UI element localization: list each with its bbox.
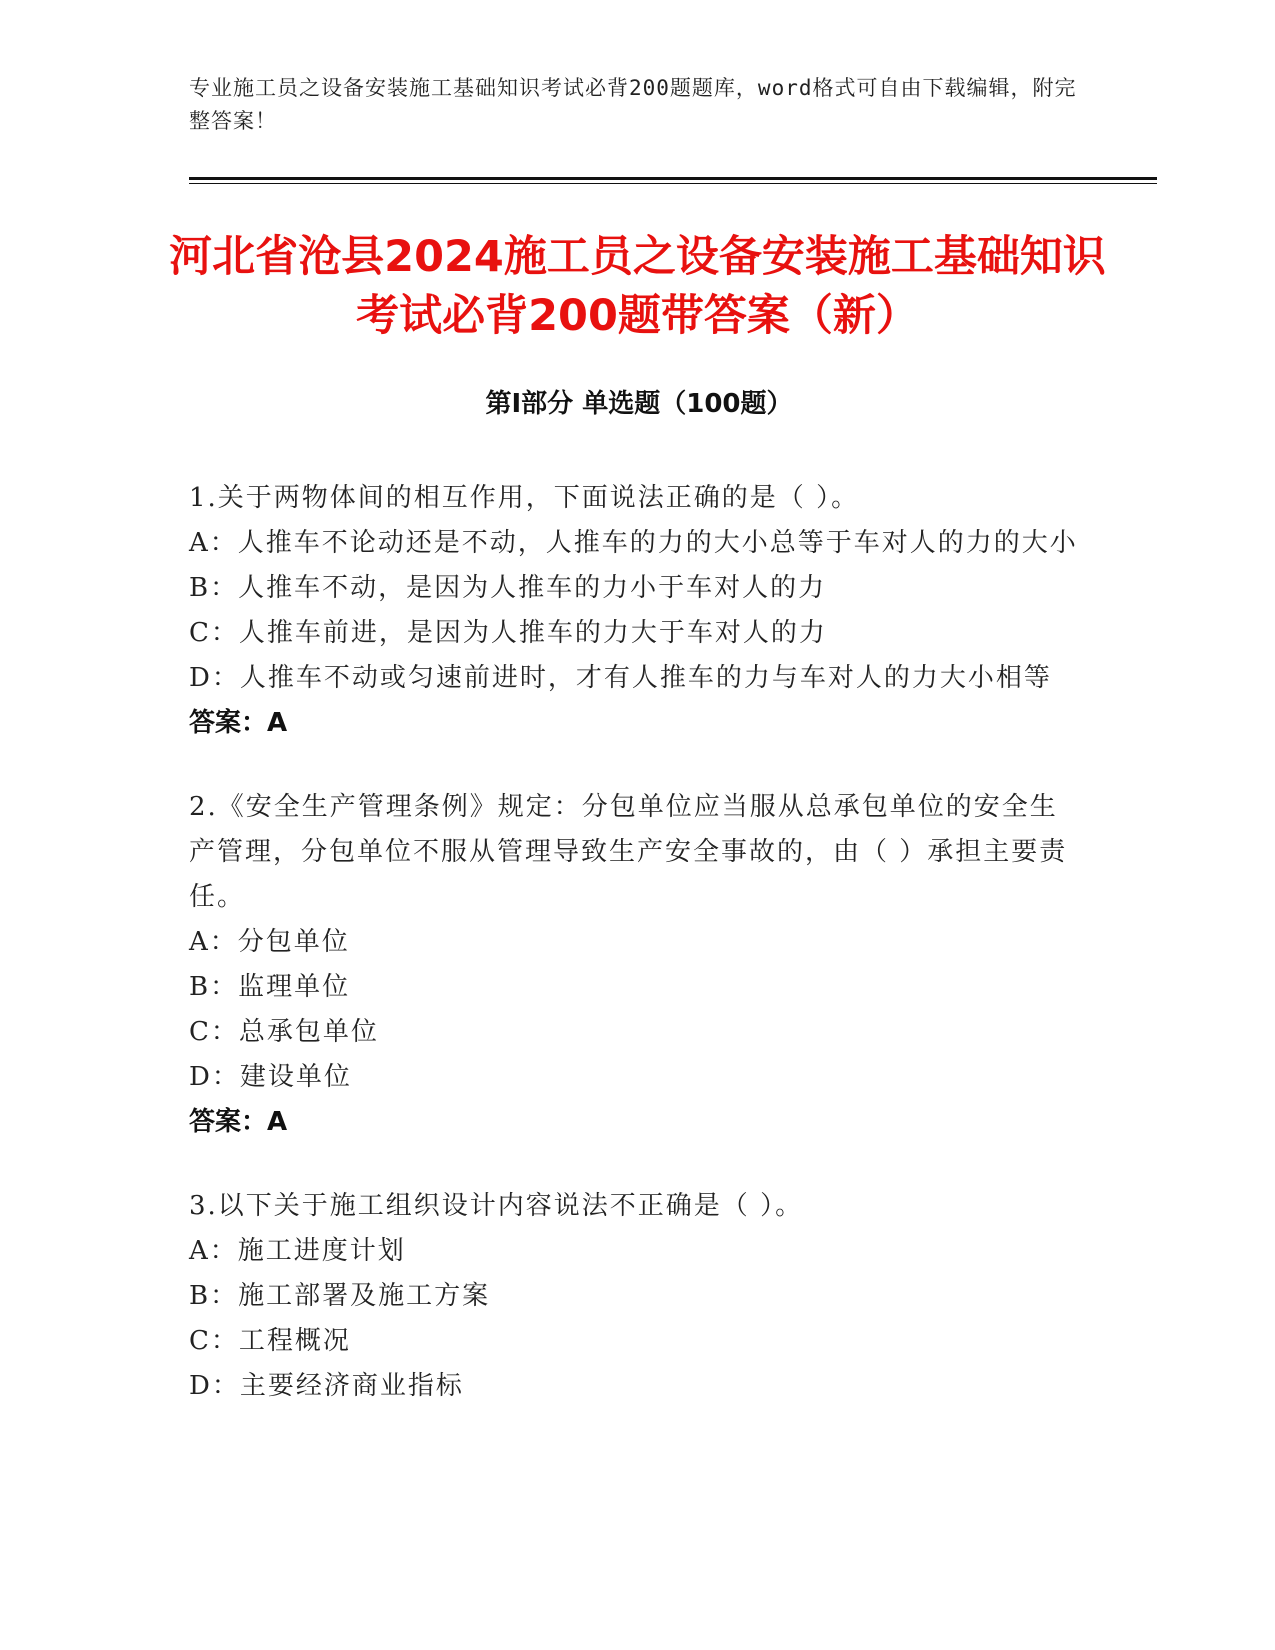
answer: 答案：A: [189, 1107, 288, 1137]
question-2: [189, 785, 1079, 1145]
option-b: B：人推车不动，是因为人推车的力小于车对人的力: [189, 573, 827, 603]
option-c: C：总承包单位: [189, 1017, 379, 1047]
option-c: C：人推车前进，是因为人推车的力大于车对人的力: [189, 618, 827, 648]
option-d: D：建设单位: [189, 1062, 352, 1092]
header-divider-thick: [189, 177, 1157, 180]
header-divider-thin: [189, 183, 1157, 184]
header-note: 专业施工员之设备安装施工基础知识考试必背200题题库，word格式可自由下载编辑，附完整答案！: [189, 76, 1077, 133]
option-b: B：监理单位: [189, 972, 351, 1002]
option-d: D：主要经济商业指标: [189, 1371, 464, 1401]
question-3: [189, 1184, 1079, 1409]
option-a: A：分包单位: [189, 927, 350, 957]
option-a: A：施工进度计划: [189, 1236, 406, 1266]
question-text: 1.关于两物体间的相互作用，下面说法正确的是（ ）。: [189, 483, 860, 513]
answer: 答案：A: [189, 708, 288, 738]
option-b: B：施工部署及施工方案: [189, 1281, 491, 1311]
option-d: D：人推车不动或匀速前进时，才有人推车的力与车对人的力大小相等: [189, 663, 1052, 693]
question-text: 3.以下关于施工组织设计内容说法不正确是（ ）。: [189, 1191, 804, 1221]
section-title: 第I部分 单选题（100题）: [485, 389, 793, 419]
question-list: [189, 476, 1079, 1448]
question-1: [189, 476, 1079, 746]
document-title: 河北省沧县2024施工员之设备安装施工基础知识考试必背200题带答案（新）: [169, 232, 1106, 341]
option-c: C：工程概况: [189, 1326, 351, 1356]
question-text: 2.《安全生产管理条例》规定：分包单位应当服从总承包单位的安全生产管理，分包单位不服从管理导致生产安全事故的，由（ ）承担主要责任。: [189, 792, 1068, 912]
option-a: A：人推车不论动还是不动，人推车的力的大小总等于车对人的力的大小: [189, 528, 1078, 558]
